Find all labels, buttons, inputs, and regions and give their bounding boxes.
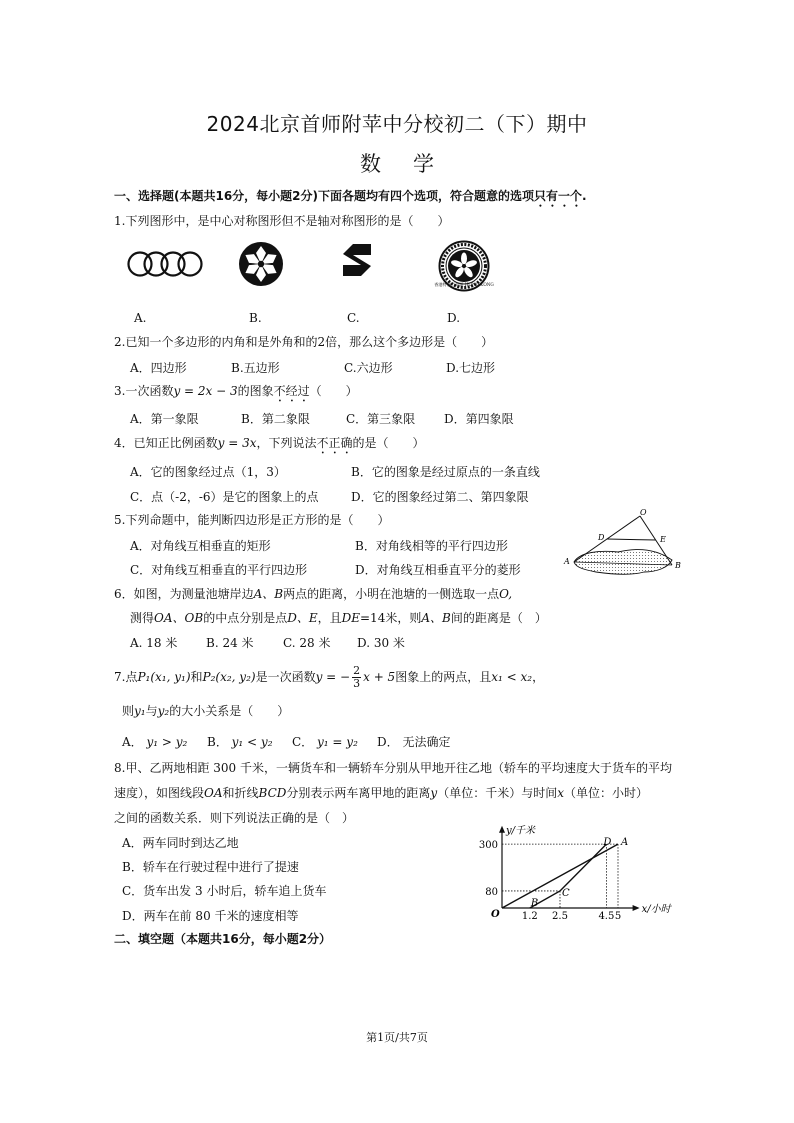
q8-line2-e: 分别表示两车离甲地的距离 xyxy=(286,786,431,800)
q2-option-c: C.六边形 xyxy=(344,361,393,375)
q8-line3: 之间的函数关系．则下列说法正确的是（ ） xyxy=(114,811,355,825)
olympic-rings-icon xyxy=(126,248,208,280)
q5-option-a: A．对角线互相垂直的矩形 xyxy=(130,539,271,553)
q3-stem-mid: 的图象 xyxy=(237,384,274,398)
q8-line2-a: 速度），如图线段 xyxy=(114,786,205,800)
x-tick-4-5: 4.5 xyxy=(598,911,615,922)
q7-option-a xyxy=(122,733,187,750)
q8-option-b: B．轿车在行驶过程中进行了提速 xyxy=(122,860,299,874)
q6-line2-b: OA、OB xyxy=(154,611,204,625)
q2-option-b: B.五边形 xyxy=(231,361,280,375)
origin-label: O xyxy=(491,909,500,920)
q7-option-b-expr: y₁ < y₂ xyxy=(231,735,273,749)
q8-line2-i: （单位：小时） xyxy=(563,786,648,800)
q3-option-b: B．第二象限 xyxy=(241,412,310,426)
point-label-d: D xyxy=(603,837,612,849)
q3-stem-emphasis: 不经过 xyxy=(273,384,310,398)
q4-option-b: B．它的图象是经过原点的一条直线 xyxy=(351,465,540,479)
q8-line2-d: BCD xyxy=(258,786,287,800)
q8-line2 xyxy=(114,785,648,801)
q7-comma: ， xyxy=(532,670,545,684)
q4-stem xyxy=(114,435,425,457)
q2-stem: 2.已知一个多边形的内角和是外角和的2倍，那么这个多边形是（ ） xyxy=(114,335,494,349)
q1-option-b: B. xyxy=(249,311,262,325)
y-tick-80: 80 xyxy=(485,886,498,898)
s-logo-icon xyxy=(340,243,374,287)
q4-stem-emphasis: 不正确 xyxy=(316,436,353,450)
q6-line2-c: 的中点分别是点 xyxy=(203,611,288,625)
section1-heading xyxy=(114,188,587,210)
q5-stem: 5.下列命题中，能判断四边形是正方形的是（ ） xyxy=(114,513,390,527)
q6-line2-e: ，且 xyxy=(317,611,342,625)
q7-with: 与 xyxy=(145,704,158,718)
q6-line2-i: 间的距离是（ ） xyxy=(450,611,547,625)
q7-stem-mid: 是一次函数 xyxy=(255,670,316,684)
q6-option-d: D. 30 米 xyxy=(357,636,405,650)
q3-stem-end: （ ） xyxy=(309,384,358,398)
q6-option-a: A. 18 米 xyxy=(130,636,178,650)
q7-stem-pre: 7.点 xyxy=(114,670,138,684)
q1-option-d: D. xyxy=(447,311,461,325)
q6-option-c: C. 28 米 xyxy=(283,636,331,650)
segment-de xyxy=(607,539,656,540)
label-d: D xyxy=(598,533,605,542)
q7-option-c-expr: y₁ = y₂ xyxy=(317,735,358,749)
point-label-b: B xyxy=(530,898,539,909)
q4-option-a: A．它的图象经过点（1，3） xyxy=(130,465,286,479)
q6-line2-h: A、B xyxy=(421,611,451,625)
x-tick-5: 5 xyxy=(614,911,622,922)
q6-line2 xyxy=(130,610,547,626)
q6-option-b: B. 24 米 xyxy=(206,636,254,650)
q7-point-p1: P₁(x₁, y₁) xyxy=(137,670,191,684)
q8-line2-g: （单位：千米）与时间 xyxy=(437,786,558,800)
q7-and: 和 xyxy=(190,670,203,684)
pond-shape xyxy=(574,550,672,575)
section2-heading: 二、填空题（本题共16分，每小题2分） xyxy=(114,932,332,946)
q7-option-d-letter: D． xyxy=(377,735,399,749)
q3-option-a: A．第一象限 xyxy=(130,412,199,426)
q7-option-a-letter: A． xyxy=(122,735,143,749)
point-label-a: A xyxy=(621,837,629,849)
q5-option-b: B．对角线相等的平行四边形 xyxy=(355,539,508,553)
q7-fraction-denominator: 3 xyxy=(353,677,361,690)
y-axis-arrow xyxy=(499,826,505,833)
q6-line1-c: 两点的距离，小明在池塘的一侧选取一点 xyxy=(283,587,500,601)
q2-option-d: D.七边形 xyxy=(446,361,496,375)
q7-line2-pre: 则 xyxy=(122,704,135,718)
q6-line2-f: DE xyxy=(341,611,360,625)
q6-line1-a: 6．如图，为测量池塘岸边 xyxy=(114,587,254,601)
q7-line2-post: 的大小关系是（ ） xyxy=(169,704,290,718)
q4-equation: y = 3x xyxy=(217,436,257,450)
x-axis-arrow xyxy=(633,905,640,911)
q7-condition: x₁ < x₂ xyxy=(491,670,533,684)
section1-heading-emphasis: 只有一个 xyxy=(534,189,583,203)
q7-option-a-expr: y₁ > y₂ xyxy=(146,735,188,749)
q4-stem-mid: ，下列说法 xyxy=(256,436,317,450)
subject-title: 数学 xyxy=(360,152,466,176)
q5-option-c: C．对角线互相垂直的平行四边形 xyxy=(130,563,308,577)
q6-line1-d: O, xyxy=(499,587,513,601)
q8-line2-f: y xyxy=(430,786,438,800)
label-b: B xyxy=(675,561,681,570)
petal-logo-icon xyxy=(237,240,285,288)
y-tick-300: 300 xyxy=(478,840,498,852)
q8-line2-h: x xyxy=(557,786,564,800)
y-axis-label: y/千米 xyxy=(506,825,536,837)
q7-fraction xyxy=(352,665,361,690)
label-a: A xyxy=(564,557,570,566)
q7-option-c-letter: C． xyxy=(292,735,314,749)
q8-option-a: A．两车同时到达乙地 xyxy=(122,836,239,850)
hk-emblem-icon xyxy=(434,240,494,292)
q6-line2-a: 测得 xyxy=(130,611,155,625)
section1-heading-text: 一、选择题(本题共16分，每小题2分)下面各题均有四个选项，符合题意的选项 xyxy=(114,189,535,203)
q3-option-c: C．第三象限 xyxy=(346,412,416,426)
label-o: O xyxy=(640,508,647,517)
q7-option-c xyxy=(292,733,358,750)
q3-stem xyxy=(114,383,358,405)
q4-stem-pre: 4．已知正比例函数 xyxy=(114,436,218,450)
q7-point-p2: P₂(x₂, y₂) xyxy=(202,670,256,684)
q6-line2-g: =14米，则 xyxy=(360,611,422,625)
q7-stem xyxy=(114,663,544,691)
x-tick-1-2: 1.2 xyxy=(521,911,538,922)
q6-line2-d: D、E xyxy=(287,611,318,625)
q1-option-a: A. xyxy=(134,311,147,325)
q8-distance-time-chart xyxy=(470,822,670,927)
section1-heading-end: . xyxy=(582,189,587,203)
q1-option-c: C. xyxy=(347,311,360,325)
q1-stem: 1.下列图形中，是中心对称图形但不是轴对称图形的是（ ） xyxy=(114,214,450,228)
x-tick-2-5: 2.5 xyxy=(552,911,568,922)
q8-line1: 8.甲、乙两地相距 300 千米，一辆货车和一辆轿车分别从甲地开往乙地（轿车的平均速度大于货车的平均 xyxy=(114,761,672,775)
label-e: E xyxy=(660,535,666,544)
q7-option-b xyxy=(207,733,273,750)
q4-option-c: C．点（-2，-6）是它的图象上的点 xyxy=(130,490,319,504)
page-title: 2024北京首师附苹中分校初二（下）期中 xyxy=(206,112,588,136)
page-number: 第1页/共7页 xyxy=(366,1031,428,1044)
q7-line2 xyxy=(122,703,289,719)
q7-y2: y₂ xyxy=(157,704,170,718)
q4-option-d: D．它的图象经过第二、第四象限 xyxy=(351,490,529,504)
x-axis-label: x/小时 xyxy=(641,904,671,915)
q7-option-d xyxy=(377,733,450,750)
q4-stem-end: 的是（ ） xyxy=(352,436,425,450)
q7-option-b-letter: B． xyxy=(207,735,228,749)
q3-equation: y = 2x − 3 xyxy=(173,384,238,398)
q7-stem-post: 图象上的两点，且 xyxy=(395,670,492,684)
hk-emblem-text: 香港特別行政區 HONG KONG xyxy=(434,282,494,287)
q7-eq-left: y = − xyxy=(315,670,351,684)
q3-option-d: D．第四象限 xyxy=(444,412,514,426)
q7-fraction-numerator: 2 xyxy=(353,664,361,677)
point-label-c: C xyxy=(562,887,570,899)
q5-option-d: D．对角线互相垂直平分的菱形 xyxy=(355,563,521,577)
q8-line2-c: 和折线 xyxy=(222,786,259,800)
q3-stem-pre: 3.一次函数 xyxy=(114,384,174,398)
q7-y1: y₁ xyxy=(134,704,146,718)
q8-option-c: C．货车出发 3 小时后，轿车追上货车 xyxy=(122,884,327,898)
q2-option-a: A．四边形 xyxy=(130,361,187,375)
q6-line1 xyxy=(114,586,512,602)
q7-eq-right: x + 5 xyxy=(363,670,396,684)
q8-line2-b: OA xyxy=(204,786,223,800)
q6-line1-b: A、B xyxy=(253,587,284,601)
q8-option-d: D．两车在前 80 千米的速度相等 xyxy=(122,909,299,923)
pond-figure xyxy=(560,508,690,578)
q7-option-d-expr: 无法确定 xyxy=(402,735,451,749)
